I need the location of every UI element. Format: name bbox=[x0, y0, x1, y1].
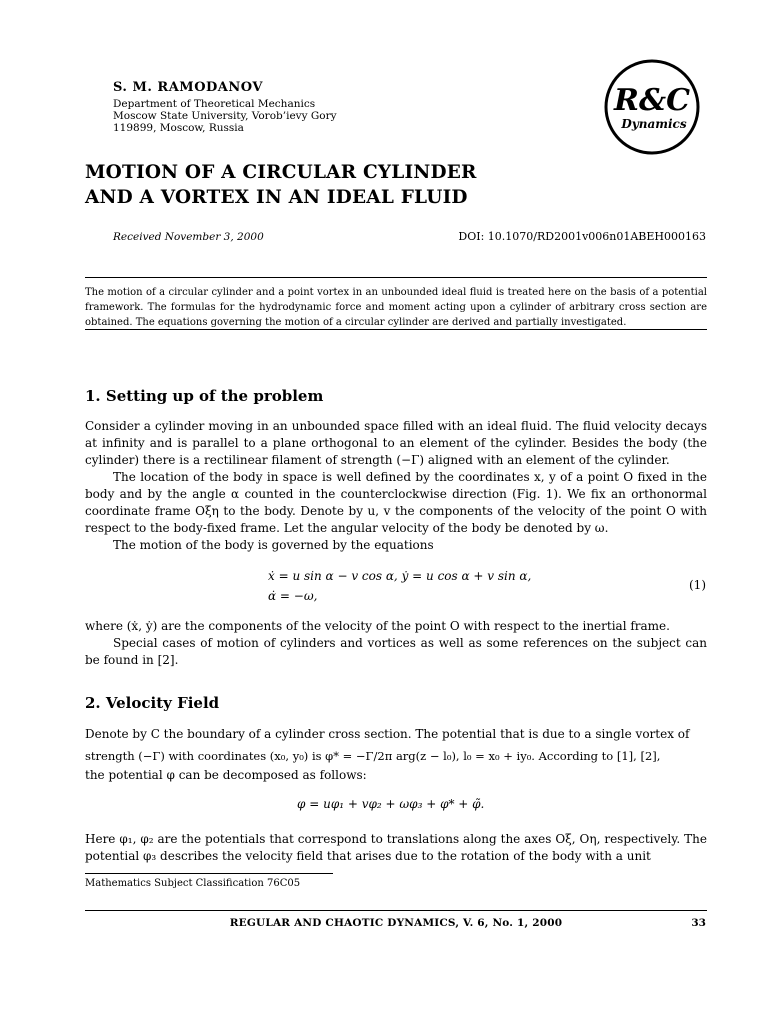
affiliation-line: Department of Theoretical Mechanics bbox=[113, 98, 316, 110]
section-1-heading: 1. Setting up of the problem bbox=[85, 387, 324, 405]
section-1-paragraph: where (ẋ, ẏ) are the components of the velocity of the point O with respect to the inertial frame. bbox=[85, 619, 670, 633]
title-line: AND A VORTEX IN AN IDEAL FLUID bbox=[85, 187, 468, 208]
equation-2: φ = uφ₁ + vφ₂ + ωφ₃ + φ* + φ̃. bbox=[297, 797, 485, 811]
page-number: 33 bbox=[691, 917, 706, 929]
affiliation-line: Moscow State University, Vorob’ievy Gory bbox=[113, 110, 337, 122]
affiliation-line: 119899, Moscow, Russia bbox=[113, 122, 244, 134]
received-date: Received November 3, 2000 bbox=[113, 231, 264, 243]
footnote-rule bbox=[85, 873, 333, 874]
footer-journal: REGULAR AND CHAOTIC DYNAMICS, V. 6, No. 1, 2000 bbox=[229, 917, 563, 929]
affiliation bbox=[113, 98, 337, 134]
doi: DOI: 10.1070/RD2001v006n01ABEH000163 bbox=[458, 230, 706, 243]
section-1-paragraph: Special cases of motion of cylinders and vortices as well as some references on the subject can be found in [2]. bbox=[85, 636, 707, 667]
section-2-paragraph: Here φ₁, φ₂ are the potentials that correspond to translations along the axes Oξ, Oη, respectively. The potential φ₃ describes the velocity field that arises due to the rotation of the body with a unit bbox=[85, 832, 707, 863]
logo-sub-text: Dynamics bbox=[621, 117, 687, 131]
section-1-paragraph: The location of the body in space is well defined by the coordinates x, y of a point O fixed in the body and by the angle α counted in the counterclockwise direction (Fig. 1). We fix an orthonormal coordinate frame Oξη to the body. Denote by u, v the components of the velocity of the point O with respect to the body-fixed frame. Let the angular velocity of the body be denoted by ω. bbox=[85, 470, 707, 535]
abstract: The motion of a circular cylinder and a point vortex in an unbounded ideal fluid is treated here on the basis of a potential framework. The formulas for the hydrodynamic force and moment acting upon a cylinder of arbitrary cross section are obtained. The equations governing the motion of a circular cylinder are derived and partially investigated. bbox=[85, 287, 707, 328]
journal-logo-icon bbox=[603, 58, 701, 156]
equation-1-line-1: ẋ = u sin α − v cos α, ẏ = u cos α + v sin α, bbox=[268, 569, 532, 583]
abstract-top-rule bbox=[85, 277, 707, 278]
abstract-bottom-rule bbox=[85, 329, 707, 330]
paper-title bbox=[85, 160, 477, 210]
section-1-paragraph: Consider a cylinder moving in an unbounded space filled with an ideal fluid. The fluid velocity decays at infinity and is parallel to a plane orthogonal to an element of the cylinder. Besides the body (the cylinder) there is a rectilinear filament of strength (−Γ) aligned with an element of the cylinder. bbox=[85, 419, 707, 467]
section-2-heading: 2. Velocity Field bbox=[85, 694, 220, 712]
section-2-paragraph-line: the potential φ can be decomposed as follows: bbox=[85, 768, 367, 782]
author-name: S. M. RAMODANOV bbox=[113, 80, 263, 95]
footnote: Mathematics Subject Classification 76C05 bbox=[85, 878, 301, 889]
title-line: MOTION OF A CIRCULAR CYLINDER bbox=[85, 162, 477, 183]
equation-1-number: (1) bbox=[689, 578, 706, 592]
logo-main-text: R&C bbox=[614, 83, 690, 118]
equation-1-line-2: α̇ = −ω, bbox=[268, 589, 318, 603]
section-1-paragraph: The motion of the body is governed by the equations bbox=[113, 538, 434, 552]
section-2-paragraph-line: strength (−Γ) with coordinates (x₀, y₀) is φ* = −Γ/2π arg(z − l₀), l₀ = x₀ + iy₀. According to [1], [2], bbox=[85, 749, 661, 763]
footer-rule bbox=[85, 910, 707, 911]
section-2-paragraph-line: Denote by C the boundary of a cylinder cross section. The potential that is due to a single vortex of bbox=[85, 727, 690, 741]
